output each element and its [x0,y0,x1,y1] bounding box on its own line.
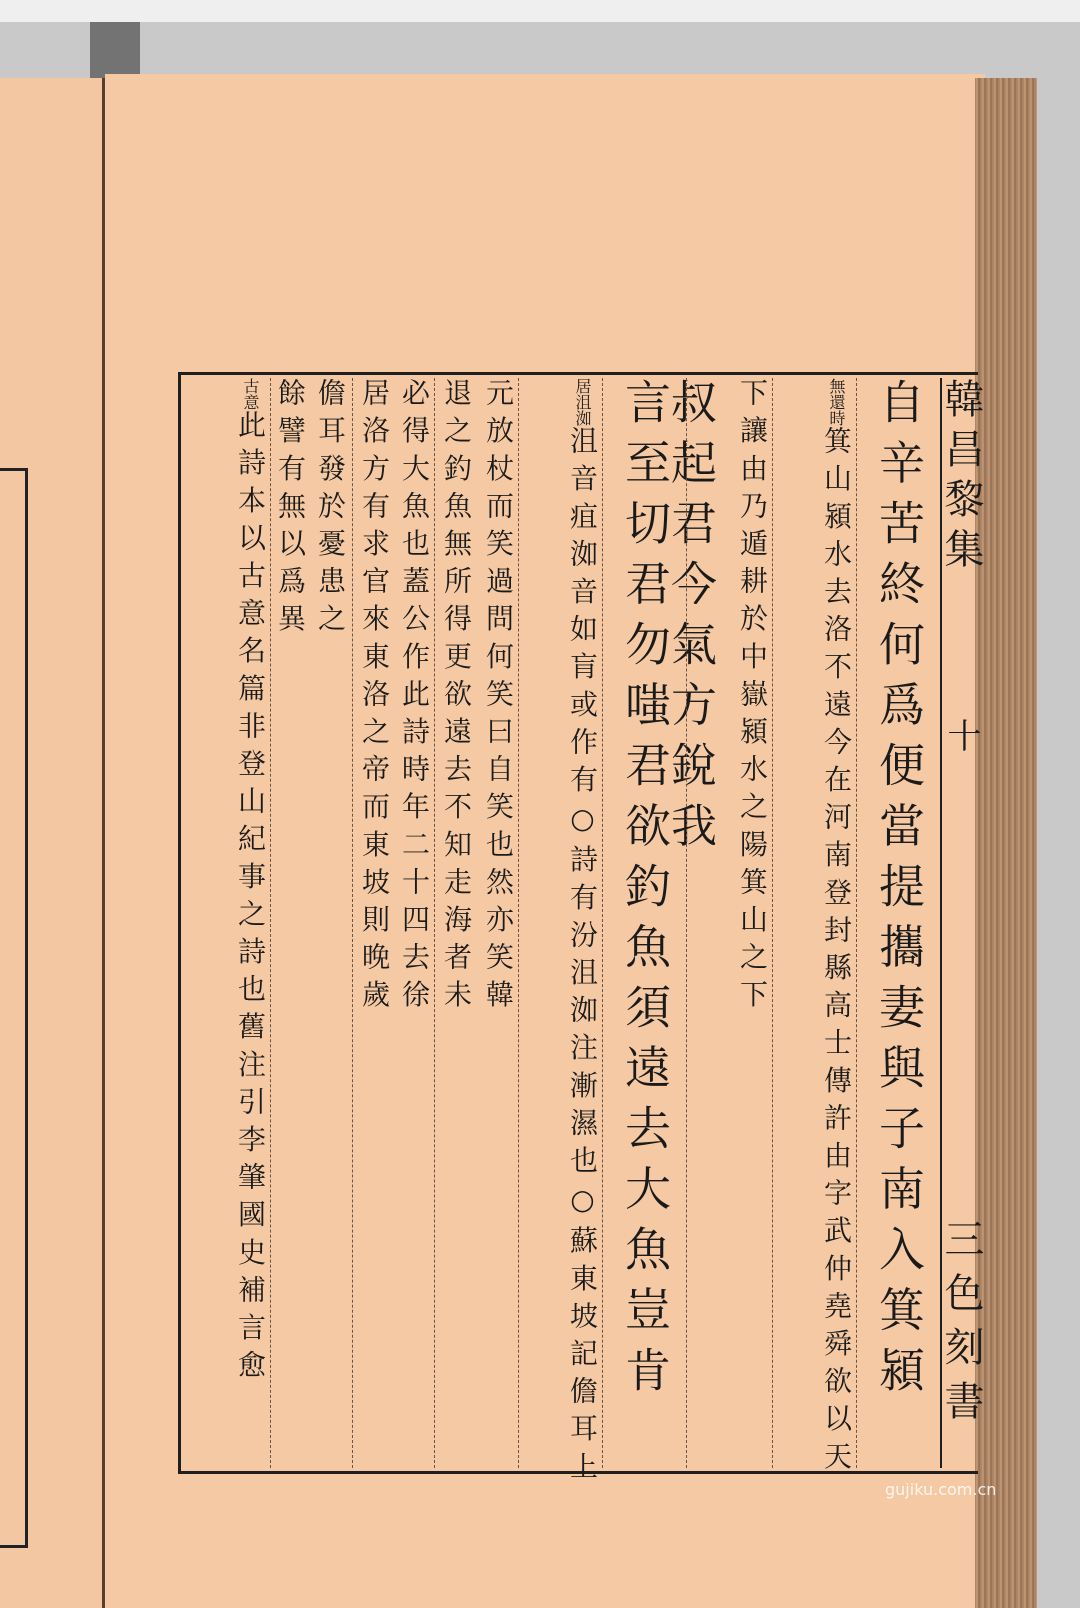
commentary-text: 必得大魚也蓋公作此詩時年二十四去徐 [398,378,431,1018]
text-column-9 [394,378,434,1468]
column-rule [686,378,687,1468]
main-text: 古意 [241,378,260,410]
text-column-4 [664,378,732,1468]
book-title: 韓昌黎集 [938,378,984,578]
text-column-12 [270,378,310,1468]
main-text: 居沮洳 [573,378,592,426]
text-column-1 [858,378,940,1468]
column-rule [856,378,857,1468]
column-rule [270,378,271,1468]
text-column-3 [732,378,772,1468]
watermark: gujiku.com.cn [885,1480,997,1499]
commentary-text: 沮音疽洳音如肓或作有○詩有汾沮洳注漸濕也○蘇東坡記儋耳上 [566,426,599,1489]
commentary-text: 退之釣魚無所得更欲遠去不知走海者未 [440,378,473,1018]
column-rule [772,378,773,1468]
volume-number: 十 [941,718,981,752]
main-text: 自辛苦終何爲便當提攜妻與子南入箕潁 [872,378,926,1407]
text-column-10 [354,378,394,1468]
column-rule [434,378,435,1468]
column-rule [602,378,603,1468]
left-page [0,78,105,1608]
text-column-11 [310,378,350,1468]
publisher-mark: 三色刻書 [938,1218,984,1434]
scan-top-margin [0,0,1080,22]
commentary-text: 儋耳發於憂患之 [314,378,347,642]
text-column-2 [774,378,856,1479]
commentary-text: 箕山潁水去洛不遠今在河南登封縣高士傳許由字武仲堯舜欲以天 [820,426,853,1479]
column-rule [352,378,353,1468]
column-rule [518,378,519,1468]
text-column-8 [436,378,476,1468]
binding-gutter-shadow [90,22,140,82]
fore-edge-margin [938,378,984,1468]
text-column-13 [188,378,270,1468]
commentary-text: 元放杖而笑過問何笑曰自笑也然亦笑韓 [482,378,515,1018]
main-text: 無還時 [827,378,846,426]
main-text: 言至切君勿嗤君欲釣魚須遠去大魚豈肯 [618,378,672,1407]
book-page-edges [975,78,1037,1608]
commentary-text: 居洛方有求官來東洛之帝而東坡則晚歲 [358,378,391,1018]
commentary-text: 此詩本以古意名篇非登山紀事之詩也舊注引李肇國史補言愈 [234,410,267,1388]
text-column-7 [478,378,518,1468]
left-page-frame [0,468,28,1548]
text-column-6 [520,378,602,1489]
main-text: 叔起君今氣方銳我 [664,378,718,862]
commentary-text: 餘譬有無以爲異 [274,378,307,642]
text-column-5 [604,378,686,1468]
commentary-text: 下讓由乃遁耕於中嶽潁水之陽箕山之下 [736,378,769,1018]
